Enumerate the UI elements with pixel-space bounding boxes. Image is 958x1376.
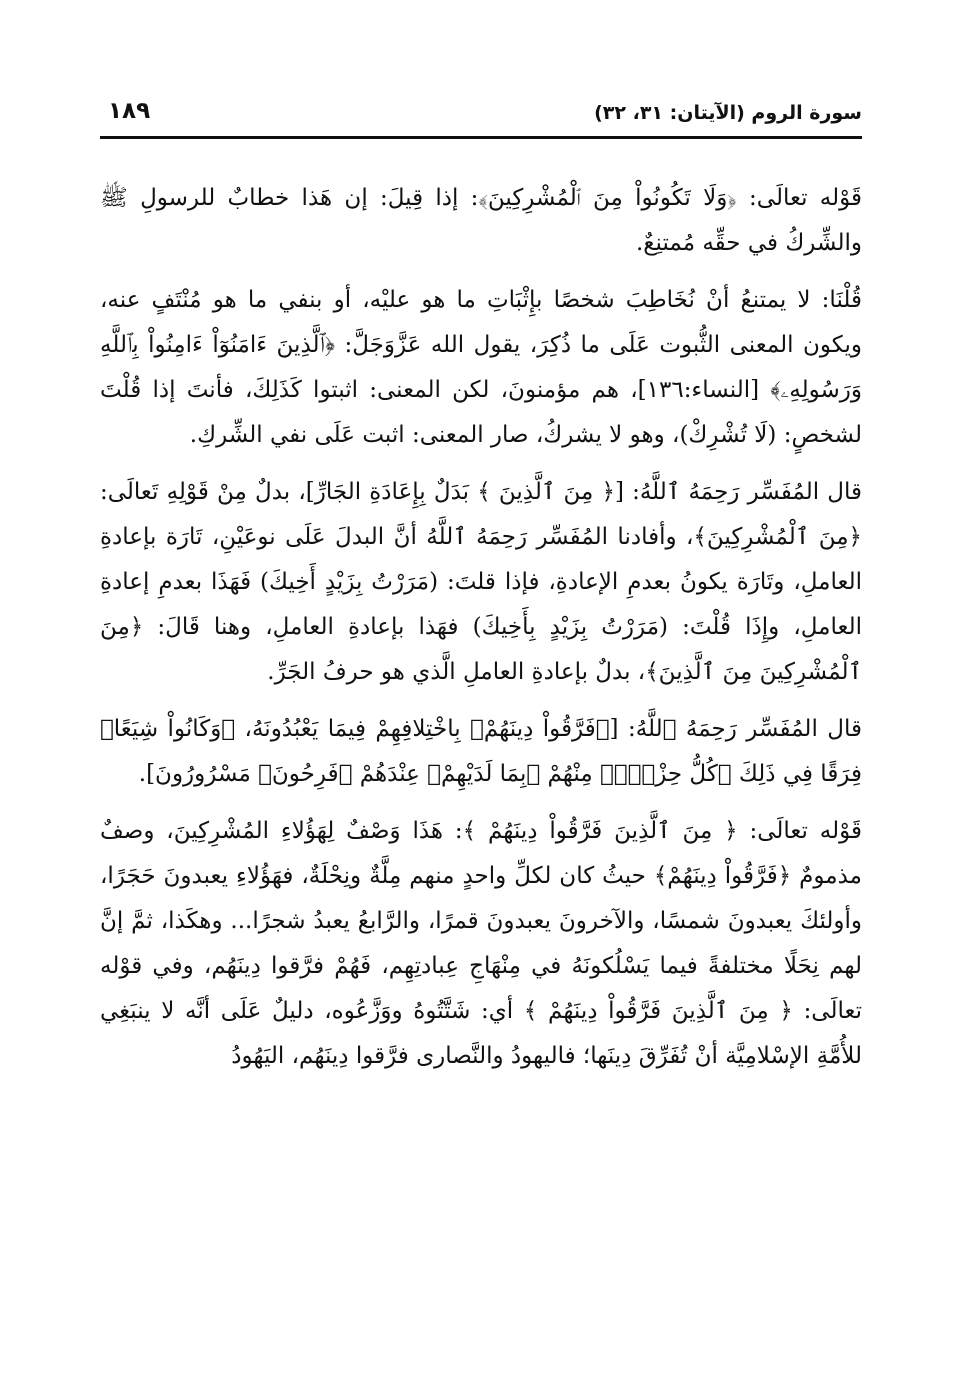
paragraph-4: قال المُفَسِّر رَحِمَهُ ٱللَّهُ: [﴿فَرَّقُواْ دِينَهُمْ﴾ بِاخْتِلافِهِمْ فِيمَا يَعْبُدُونَهُ، ﴿وَكَانُواْ شِيَعًا﴾ فِرَقًا فِي ذَلِكَ ﴿كُلُّ حِزْبِۢ﴾ مِنْهُمْ ﴿بِمَا لَدَيْهِمْ﴾ عِنْدَهُمْ ﴿فَرِحُونَ﴾ مَسْرُورُونَ]. — [100, 716, 862, 787]
paragraph-2: قُلْنَا: لا يمتنعُ أنْ نُخَاطِبَ شخصًا بإِثْبَاتِ ما هو عليْه، أو بنفي ما هو مُنْتَفٍ عنه، ويكون المعنى الثُّبوت عَلَى ما ذُكِرَ، يقول الله عَزَّوَجَلَّ: ﴿ٱلَّذِينَ ءَامَنُوٓاْ ءَامِنُواْ بِٱللَّهِ وَرَسُولِهِۦ﴾ [النساء:١٣٦]، هم مؤمنونَ، لكن المعنى: اثبتوا كَذَلِكَ، فأنتَ إذا قُلْتَ لشخصٍ: (لَا تُشْرِكْ)، وهو لا يشركُ، صار المعنى: اثبت عَلَى نفي الشِّركِ. — [100, 287, 862, 448]
page-header — [100, 96, 862, 130]
paragraph-3: قال المُفَسِّر رَحِمَهُ ٱللَّهُ: [﴿ مِنَ ٱلَّذِينَ ﴾ بَدَلٌ بِإِعَادَةِ الجَارِّ]، بدلٌ مِنْ قَوْلِهِ تَعالَى: ﴿مِنَ ٱلْمُشْرِكِينَ﴾، وأفادنا المُفَسِّر رَحِمَهُ ٱللَّهُ أنَّ البدلَ عَلَى نوعَيْنِ، تَارَة بإعادةِ العاملِ، وتَارَة يكونُ بعدمِ الإعادةِ، فإذا قلتَ: (مَرَرْتُ بِزَيْدٍ أَخِيكَ) فَهَذَا بعدمِ إعادةِ العاملِ، وإِذَا قُلْتَ: (مَرَرْتُ بِزَيْدٍ بِأَخِيكَ) فهَذا بإعادةِ العاملِ، وهنا قَالَ: ﴿مِنَ ٱلْمُشْرِكِينَ مِنَ ٱلَّذِينَ﴾، بدلٌ بإعادةِ العاملِ الَّذي هو حرفُ الجَرِّ. — [100, 479, 863, 685]
surah-title: سورة الروم (الآيتان: ٣١، ٣٢) — [594, 102, 862, 124]
paragraph-5: قَوْله تعالَى: ﴿ مِنَ ٱلَّذِينَ فَرَّقُواْ دِينَهُمْ ﴾: هَذَا وَصْفٌ لِهَؤُلاءِ المُشْرِكِينَ، وصفٌ مذمومٌ ﴿فَرَّقُواْ دِينَهُمْ﴾ حيثُ كان لكلِّ واحدٍ منهم مِلَّةٌ ونِحْلَةٌ، فهَؤُلاءِ يعبدونَ حَجَرًا، وأولئكَ يعبدونَ شمسًا، والآخرونَ يعبدونَ قمرًا، والرَّابعُ يعبدُ شجرًا... وهكَذا، ثمَّ إنَّ لهم نِحَلًا مختلفةً فيما يَسْلُكونَهُ في مِنْهَاجِ عِبادتِهِم، فَهُمْ فرَّقوا دِينَهُم، وفي قوْله تعالَى: ﴿ مِنَ ٱلَّذِينَ فَرَّقُواْ دِينَهُمْ ﴾ أي: شَتَّتُوهُ ووَزَّعُوه، دليلٌ عَلَى أنَّه لا ينبَغِي للأُمَّةِ الإسْلامِيَّة أنْ تُفَرِّقَ دِينَها؛ فاليهودُ والنَّصارى فرَّقوا دِينَهُم، اليَهُودُ — [100, 818, 862, 1069]
page-number: ١٨٩ — [108, 98, 151, 124]
paragraph-1: قَوْله تعالَى: ﴿وَلَا تَكُونُواْ مِنَ ٱلْمُشْرِكِينَ﴾: إذا قِيلَ: إن هَذا خطابٌ للرسولِ ﷺ والشِّركُ في حقِّه مُمتنِعٌ. — [100, 185, 862, 256]
header-divider — [100, 136, 862, 139]
page-body — [100, 176, 862, 1091]
